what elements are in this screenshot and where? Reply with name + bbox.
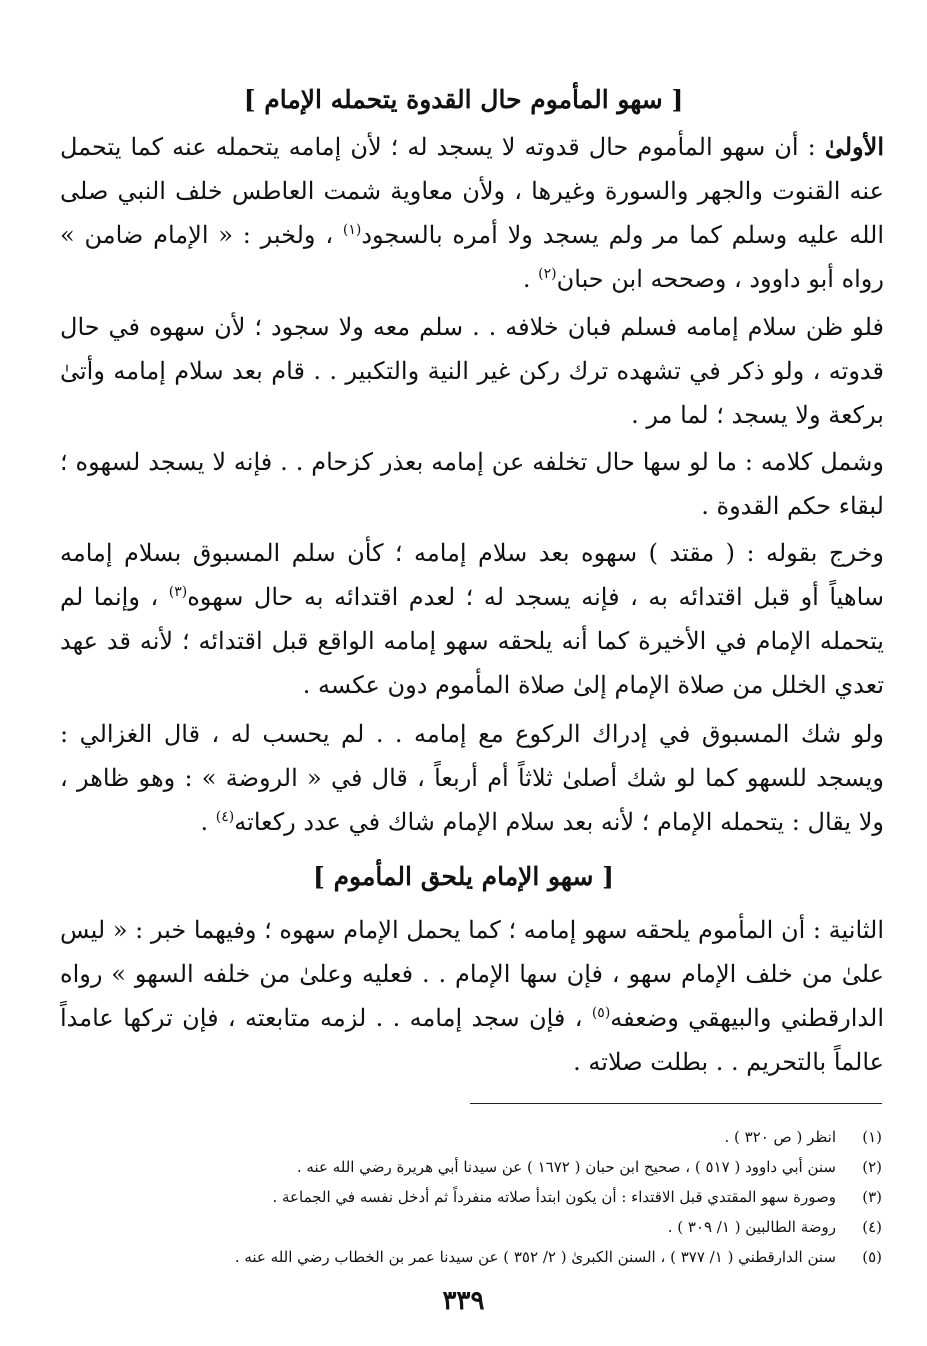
paragraph-text: .: [200, 808, 216, 836]
section-heading-1: [ سهو المأموم حال القدوة يتحمله الإمام ]: [243, 85, 684, 114]
footnote-item: [60, 1212, 882, 1242]
paragraph-text: الثانية : أن المأموم يلحقه سهو إمامه ؛ كما يحمل الإمام سهوه ؛ وفيهما خبر : « ليس علىٰ من خلف الإمام سهو ، فإن سها الإمام . . فعليه وعلىٰ من خلفه السهو » رواه الدارقطني والبيهقي وضعفه: [60, 916, 885, 1032]
footnote-item: [60, 1182, 882, 1212]
footnote-number: (٢): [862, 1158, 882, 1176]
paragraph-text: ، فإن سجد إمامه . . لزمه متابعته ، فإن تركها عامداً عالماً بالتحريم . . بطلت صلاته .: [60, 1004, 884, 1076]
paragraph-1: [60, 125, 884, 301]
footnote-ref-5[interactable]: (٥): [591, 1005, 611, 1021]
paragraph-5: [60, 712, 884, 844]
paragraph-6: [60, 908, 884, 1084]
paragraph-2: [60, 305, 884, 437]
page-number: ٣٣٩: [442, 1286, 485, 1316]
paragraph-lead-word: الأولىٰ: [824, 132, 884, 161]
footnote-ref-3[interactable]: (٣): [168, 584, 188, 600]
paragraph-text: : أن سهو المأموم حال قدوته لا يسجد له ؛ لأن إمامه يتحمله عنه كما يتحمل عنه القنوت والجهر والسورة وغيرها ، ولأن معاوية شمت العاطس خلف النبي صلى الله عليه وسلم كما مر ولم يسجد ولا أمره بالسجود: [60, 133, 884, 249]
footnote-item: [60, 1152, 882, 1182]
footnote-text: روضة الطالبين ( ١/ ٣٠٩ ) .: [667, 1218, 836, 1236]
footnote-number: (٣): [862, 1188, 882, 1206]
footnote-ref-4[interactable]: (٤): [215, 809, 235, 825]
paragraph-3: [60, 440, 884, 528]
paragraph-text: وشمل كلامه : ما لو سها حال تخلفه عن إمامه بعذر كزحام . . فإنه لا يسجد لسهوه ؛ لبقاء حكم القدوة .: [60, 448, 885, 520]
paragraph-4: [60, 531, 884, 707]
footnote-divider: [470, 1103, 882, 1104]
footnote-ref-1[interactable]: (١): [342, 222, 362, 238]
paragraph-text: .: [522, 265, 539, 293]
section-heading-2: [ سهو الإمام يلحق المأموم ]: [313, 862, 614, 891]
paragraph-text: ولو شك المسبوق في إدراك الركوع مع إمامه . . لم يحسب له ، قال الغزالي : ويسجد للسهو كما لو شك أصلىٰ ثلاثاً أم أربعاً ، قال في « الروضة » : وهو ظاهر ، ولا يقال : يتحمله الإمام ؛ لأنه بعد سلام الإمام شاك في عدد ركعاته: [60, 720, 884, 836]
footnote-number: (١): [862, 1128, 882, 1146]
footnote-item: [60, 1242, 882, 1272]
footnote-text: سنن أبي داوود ( ٥١٧ ) ، صحيح ابن حبان ( ١٦٧٢ ) عن سيدنا أبي هريرة رضي الله عنه .: [296, 1158, 836, 1176]
paragraph-text: وخرج بقوله : ( مقتد ) سهوه بعد سلام إمامه ؛ كأن سلم المسبوق بسلام إمامه ساهياً أو قبل اقتدائه به ، فإنه يسجد له ؛ لعدم اقتدائه به حال سهوه: [60, 539, 885, 611]
paragraph-text: ، ولخبر : « الإمام ضامن » رواه أبو داوود ، وصححه ابن حبان: [60, 221, 884, 293]
footnote-ref-2[interactable]: (٢): [538, 266, 557, 282]
footnote-text: سنن الدارقطني ( ١/ ٣٧٧ ) ، السنن الكبرىٰ ( ٢/ ٣٥٢ ) عن سيدنا عمر بن الخطاب رضي الله عنه .: [234, 1248, 836, 1266]
paragraph-text: ، وإنما لم يتحمله الإمام في الأخيرة كما أنه يلحقه سهو إمامه الواقع قبل اقتدائه ؛ لأنه قد عهد تعدي الخلل من صلاة الإمام إلىٰ صلاة المأموم دون عكسه .: [60, 583, 884, 699]
footnote-text: انظر ( ص ٣٢٠ ) .: [724, 1128, 836, 1146]
footnotes-list: [60, 1122, 882, 1272]
footnote-text: وصورة سهو المقتدي قبل الاقتداء : أن يكون ابتدأ صلاته منفرداً ثم أدخل نفسه في الجماعة .: [272, 1188, 836, 1206]
footnote-number: (٥): [862, 1248, 882, 1266]
footnote-item: [60, 1122, 882, 1152]
paragraph-text: فلو ظن سلام إمامه فسلم فبان خلافه . . سلم معه ولا سجود ؛ لأن سهوه في حال قدوته ، ولو ذكر في تشهده ترك ركن غير النية والتكبير . . قام بعد سلام إمامه وأتىٰ بركعة ولا يسجد ؛ لما مر .: [60, 313, 884, 429]
footnote-number: (٤): [862, 1218, 882, 1236]
